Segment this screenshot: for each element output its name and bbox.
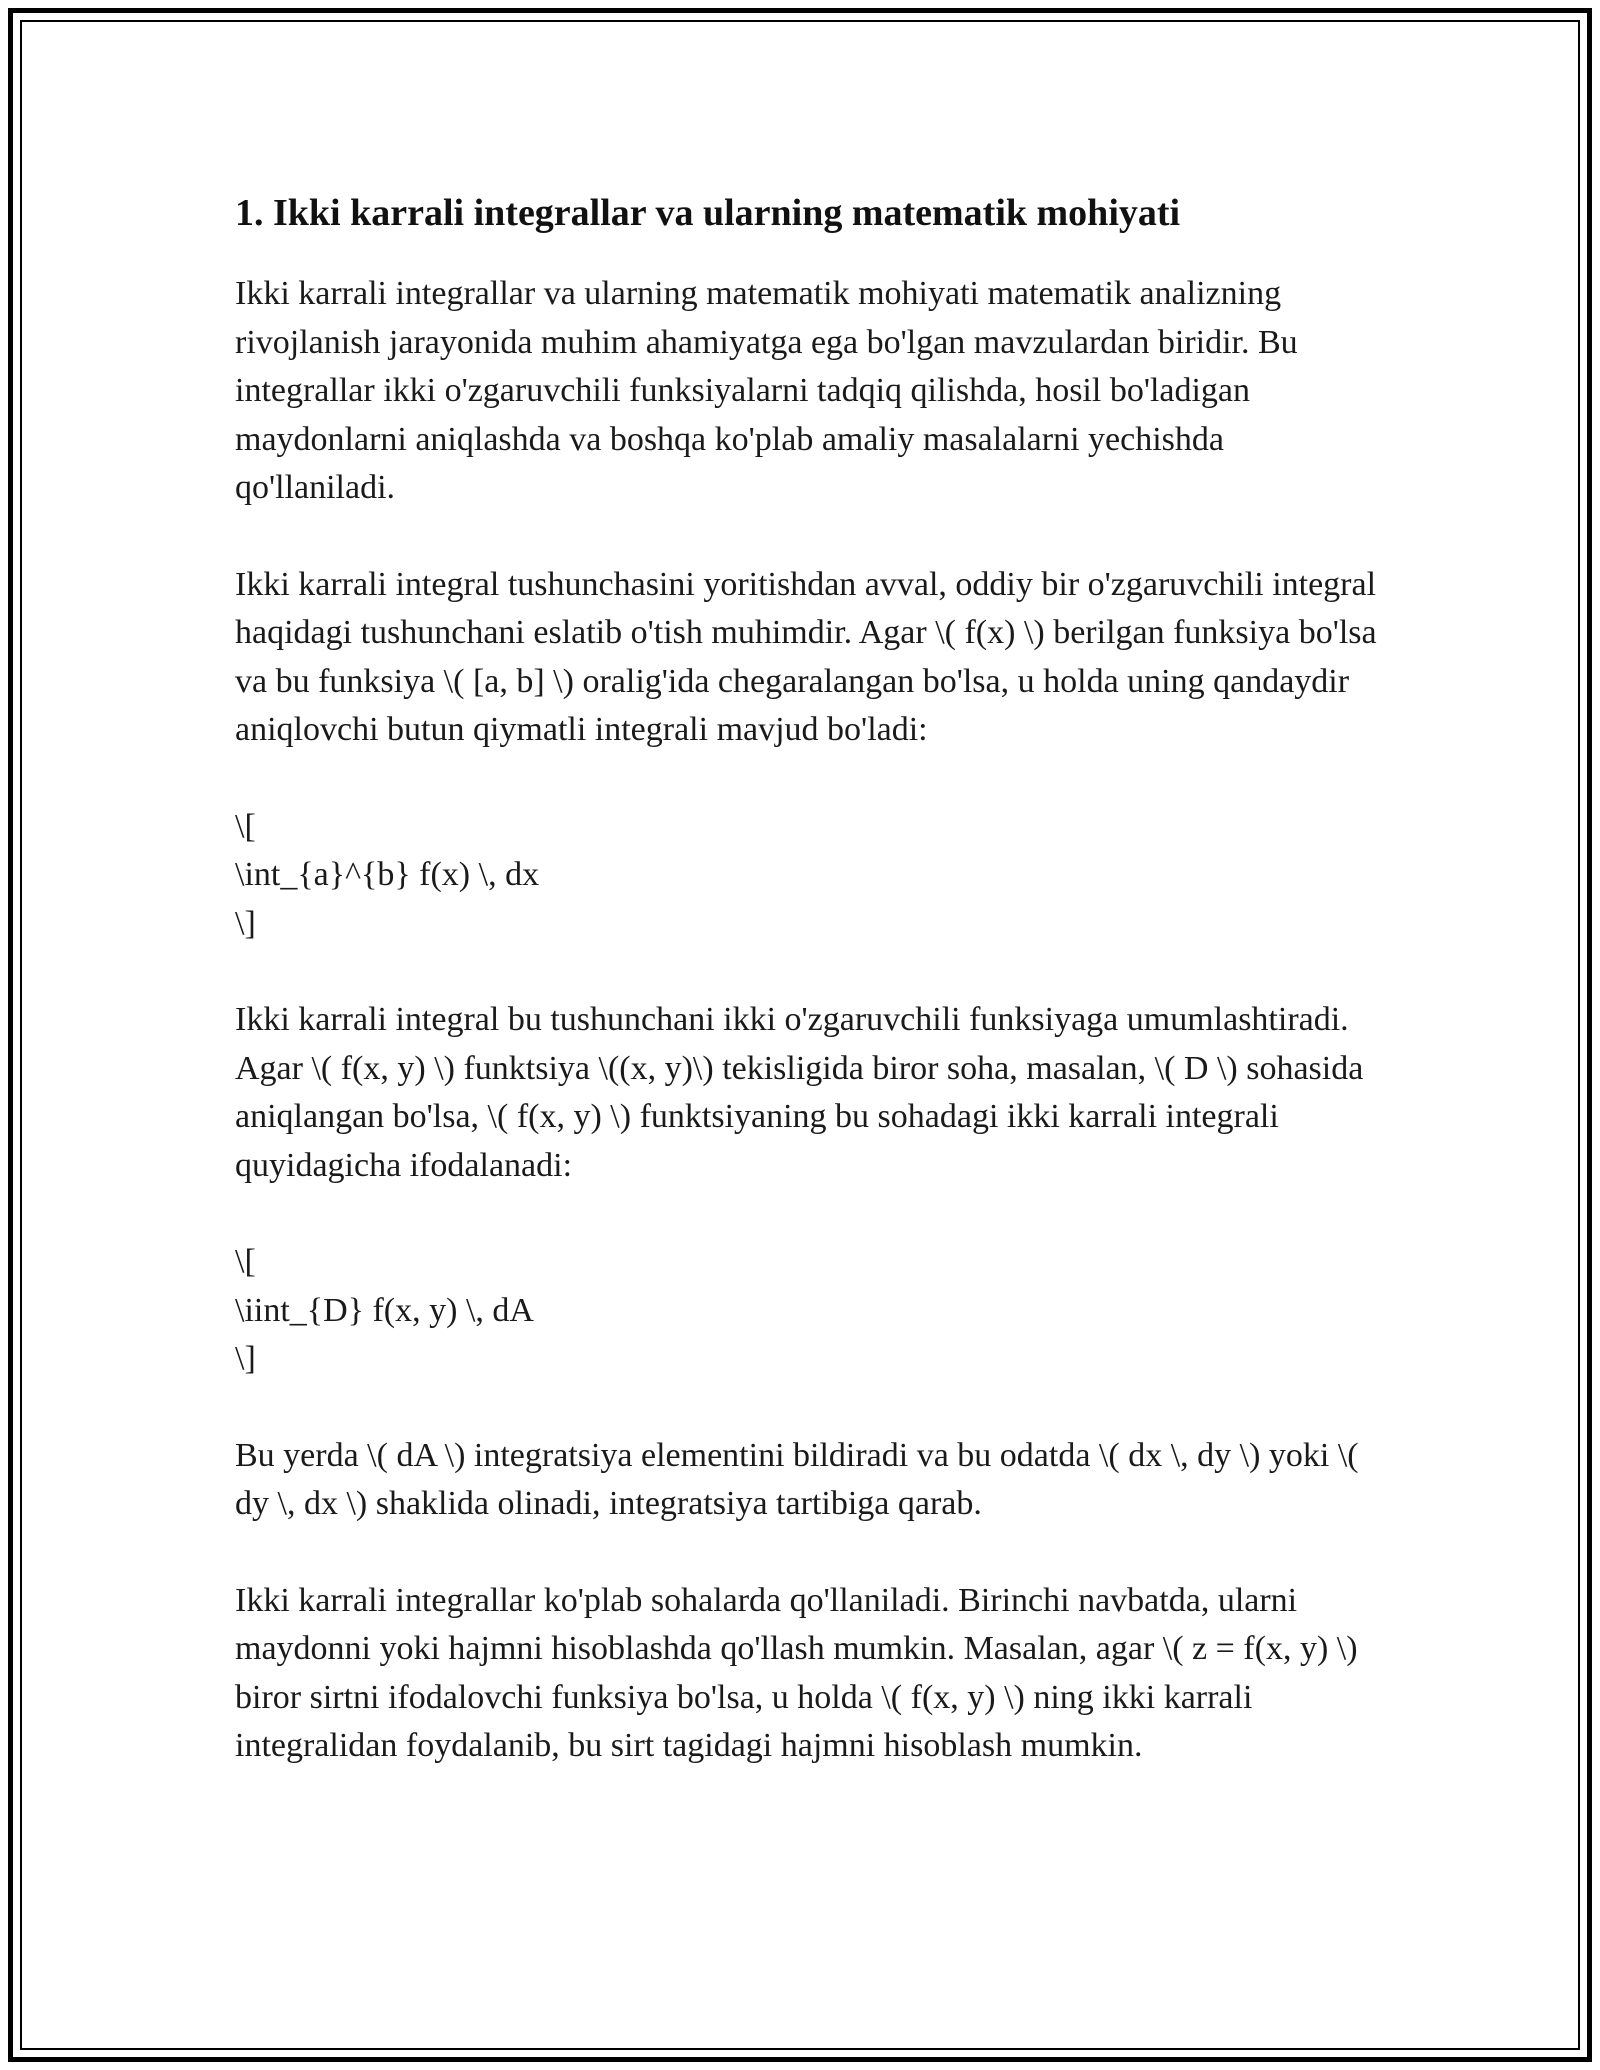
paragraph-intro: Ikki karrali integrallar va ularning matematik mohiyati matematik analizning rivojlanish jarayonida muhim ahamiyatga ega bo'lgan mavzulardan biridir. Bu integrallar ikki o'zgaruvchili funksiyalarni tadqiq qilishda, hosil bo'ladigan maydonlarni aniqlashda va boshqa ko'plab amaliy masalalarni yechishda qo'llaniladi. <box>235 275 1298 506</box>
math-block-single-integral: \[ \int_{a}^{b} f(x) \, dx \] <box>235 807 540 942</box>
math-block-double-integral: \[ \iint_{D} f(x, y) \, dA \] <box>235 1243 534 1377</box>
paragraph-double-integral: Ikki karrali integral bu tushunchani ikki o'zgaruvchili funksiyaga umumlashtiradi. Agar \( f(x, y) \) funktsiya \((x, y)\) tekisligida biror soha, masalan, \( D \) sohasida aniqlangan bo'lsa, \( f(x, y) \) funktsiyaning bu sohadagi ikki karrali integrali quyidagicha ifodalanadi: <box>235 1001 1364 1184</box>
paragraph-applications: Ikki karrali integrallar ko'plab sohalarda qo'llaniladi. Birinchi navbatda, ularni maydonni yoki hajmni hisoblashda qo'llash mumkin. Masalan, agar \( z = f(x, y) \) biror sirtni ifodalovchi funksiya bo'lsa, u holda \( f(x, y) \) ning ikki karrali integralidan foydalanib, bu sirt tagidagi hajmni hisoblash mumkin. <box>235 1581 1358 1764</box>
document-body <box>235 188 1385 1819</box>
paragraph-da-element: Bu yerda \( dA \) integratsiya elementini bildiradi va bu odatda \( dx \, dy \) yoki \( dy \, dx \) shaklida olinadi, integratsiya tartibiga qarab. <box>235 1436 1359 1522</box>
section-heading: 1. Ikki karrali integrallar va ularning matematik mohiyati <box>235 192 1181 234</box>
paragraph-single-integral: Ikki karrali integral tushunchasini yoritishdan avval, oddiy bir o'zgaruvchili integral haqidagi tushunchani eslatib o'tish muhimdir. Agar \( f(x) \) berilgan funksiya bo'lsa va bu funksiya \( [a, b] \) oralig'ida chegaralangan bo'lsa, u holda uning qandaydir aniqlovchi butun qiymatli integrali mavjud bo'ladi: <box>235 565 1377 748</box>
